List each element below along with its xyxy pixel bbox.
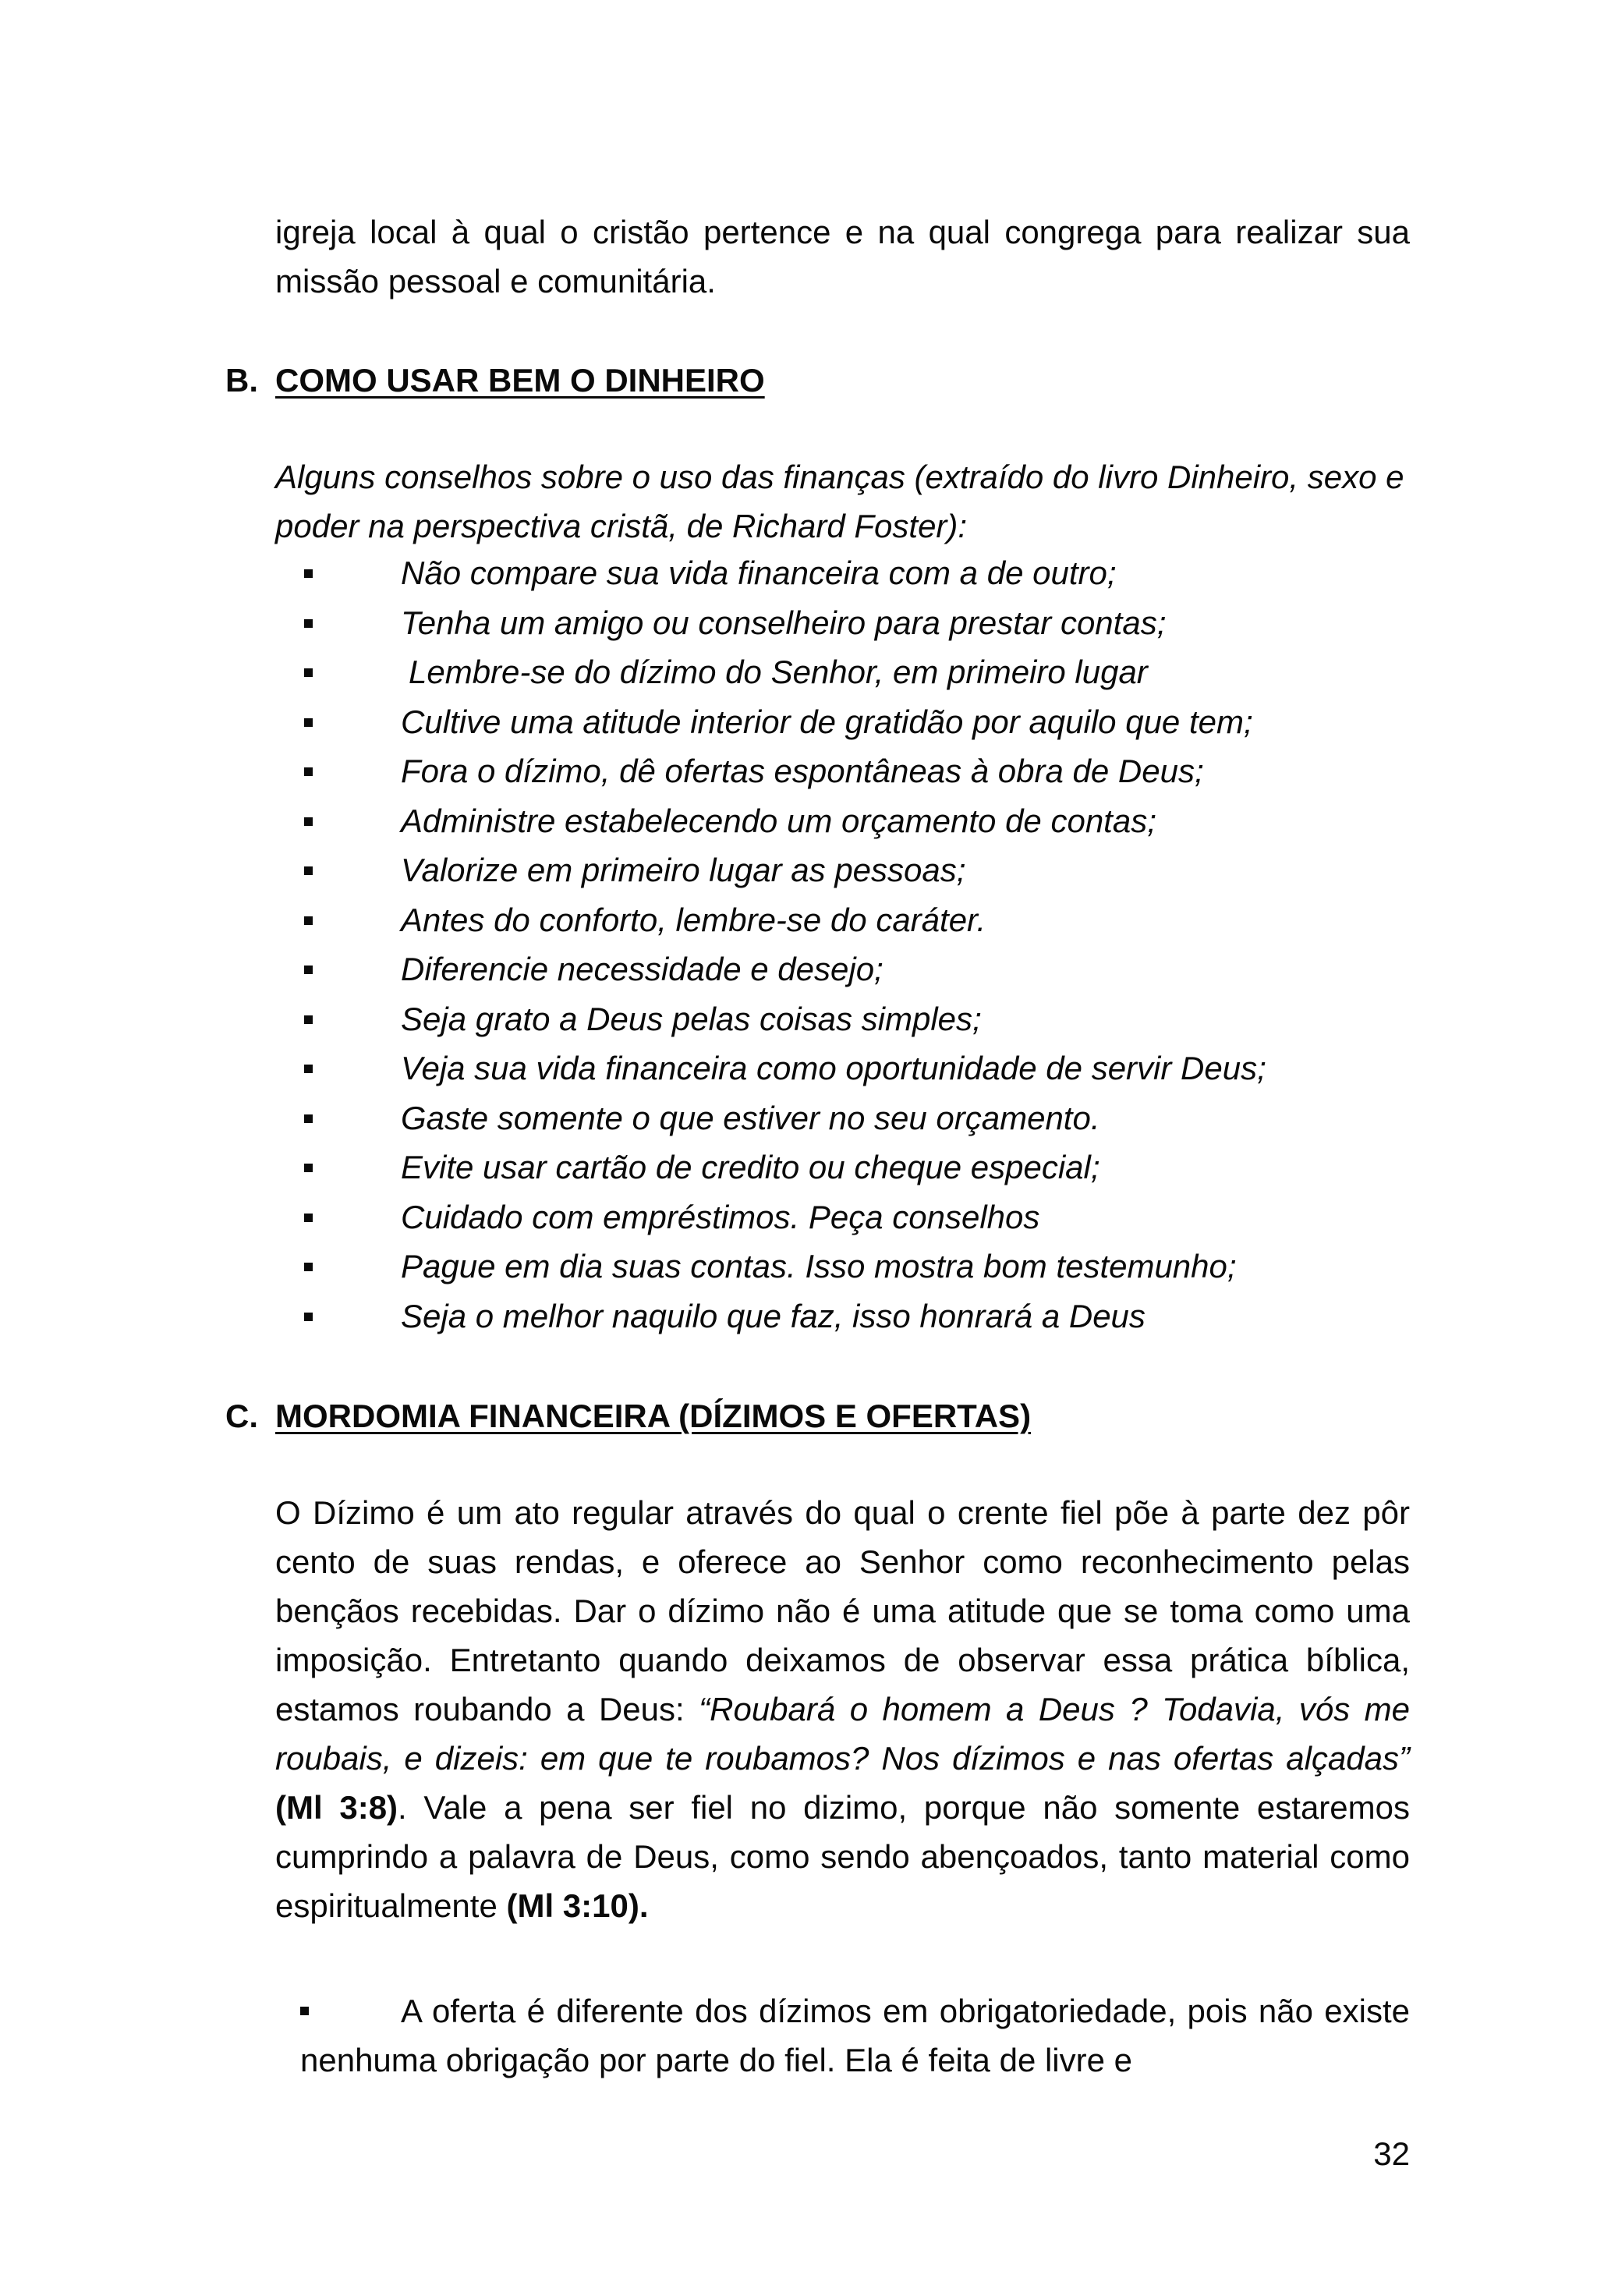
list-item: Lembre-se do dízimo do Senhor, em primeiro lugar <box>304 647 1410 697</box>
bullet-icon <box>304 1015 313 1024</box>
scripture-quote: “Roubará o homem a Deus ? Todavia, vós me roubais, e dizeis: em que te roubamos? Nos dízimos e nas ofertas alçadas” <box>275 1691 1410 1777</box>
bullet-icon <box>304 569 313 578</box>
page-number: 32 <box>1373 2135 1410 2172</box>
list-item: Seja grato a Deus pelas coisas simples; <box>304 994 1410 1044</box>
list-item: Administre estabelecendo um orçamento de contas; <box>304 796 1410 846</box>
bullet-icon <box>304 718 313 727</box>
list-item: Diferencie necessidade e desejo; <box>304 944 1410 994</box>
section-b-letter: B. <box>225 362 258 399</box>
bullet-icon <box>304 866 313 875</box>
section-b-heading <box>225 356 765 405</box>
list-item: Veja sua vida financeira como oportunidade de servir Deus; <box>304 1043 1410 1093</box>
list-item: Gaste somente o que estiver no seu orçamento. <box>304 1093 1410 1143</box>
bullet-icon <box>304 1114 313 1123</box>
bullet-icon <box>304 767 313 776</box>
continuation-paragraph: igreja local à qual o cristão pertence e na qual congrega para realizar sua missão pessoal e comunitária. <box>275 214 1410 299</box>
list-item: Pague em dia suas contas. Isso mostra bom testemunho; <box>304 1242 1410 1292</box>
bullet-icon <box>304 619 313 628</box>
list-item: Evite usar cartão de credito ou cheque especial; <box>304 1143 1410 1192</box>
list-item: Cultive uma atitude interior de gratidão por aquilo que tem; <box>304 697 1410 747</box>
bullet-icon <box>300 2007 309 2015</box>
bullet-icon <box>304 1065 313 1073</box>
list-item: Antes do conforto, lembre-se do caráter. <box>304 895 1410 945</box>
section-b-title: COMO USAR BEM O DINHEIRO <box>275 362 765 399</box>
bullet-icon <box>304 1214 313 1222</box>
bullet-icon <box>304 817 313 826</box>
list-item: Tenha um amigo ou conselheiro para prestar contas; <box>304 598 1410 648</box>
bullet-icon <box>304 916 313 925</box>
tithe-paragraph: O Dízimo é um ato regular através do qual o crente fiel põe à parte dez pôr cento de suas rendas, e oferece ao Senhor como reconhecimento pelas bençãos recebidas. Dar o dízimo não é uma atitude que se toma como uma imposição. Entretanto quando deixamos de observar essa prática bíblica, estamos roubando a Deus: “Roubará o homem a Deus ? Todavia, vós me roubais, e dizeis: em que te roubamos? Nos dízimos e nas ofertas alçadas” (Ml 3:8). Vale a pena ser fiel no dizimo, porque não somente estaremos cumprindo a palavra de Deus, como sendo abençoados, tanto material como espiritualmente (Ml 3:10). <box>275 1494 1410 1924</box>
list-item: Cuidado com empréstimos. Peça conselhos <box>304 1192 1410 1242</box>
list-item: Valorize em primeiro lugar as pessoas; <box>304 845 1410 895</box>
offering-bullet-paragraph: A oferta é diferente dos dízimos em obrigatoriedade, pois não existe nenhuma obrigação por parte do fiel. Ela é feita de livre e <box>300 1993 1410 2078</box>
bullet-icon <box>304 668 313 677</box>
section-b-intro: Alguns conselhos sobre o uso das finanças (extraído do livro Dinheiro, sexo e poder na perspectiva cristã, de Richard Foster): <box>275 459 1404 544</box>
bullet-icon <box>304 1313 313 1321</box>
list-item: Seja o melhor naquilo que faz, isso honrará a Deus <box>304 1292 1410 1341</box>
bullet-icon <box>304 1164 313 1172</box>
advice-list <box>304 548 1410 1341</box>
bullet-icon <box>304 1263 313 1271</box>
scripture-reference: (Ml 3:8) <box>275 1789 398 1826</box>
section-c-heading <box>225 1391 1031 1440</box>
section-c-title: MORDOMIA FINANCEIRA (DÍZIMOS E OFERTAS) <box>275 1398 1032 1434</box>
list-item: Fora o dízimo, dê ofertas espontâneas à obra de Deus; <box>304 746 1410 796</box>
bullet-icon <box>304 966 313 974</box>
list-item: Não compare sua vida financeira com a de outro; <box>304 548 1410 598</box>
scripture-reference: (Ml 3:10). <box>506 1887 649 1924</box>
section-c-letter: C. <box>225 1398 258 1434</box>
